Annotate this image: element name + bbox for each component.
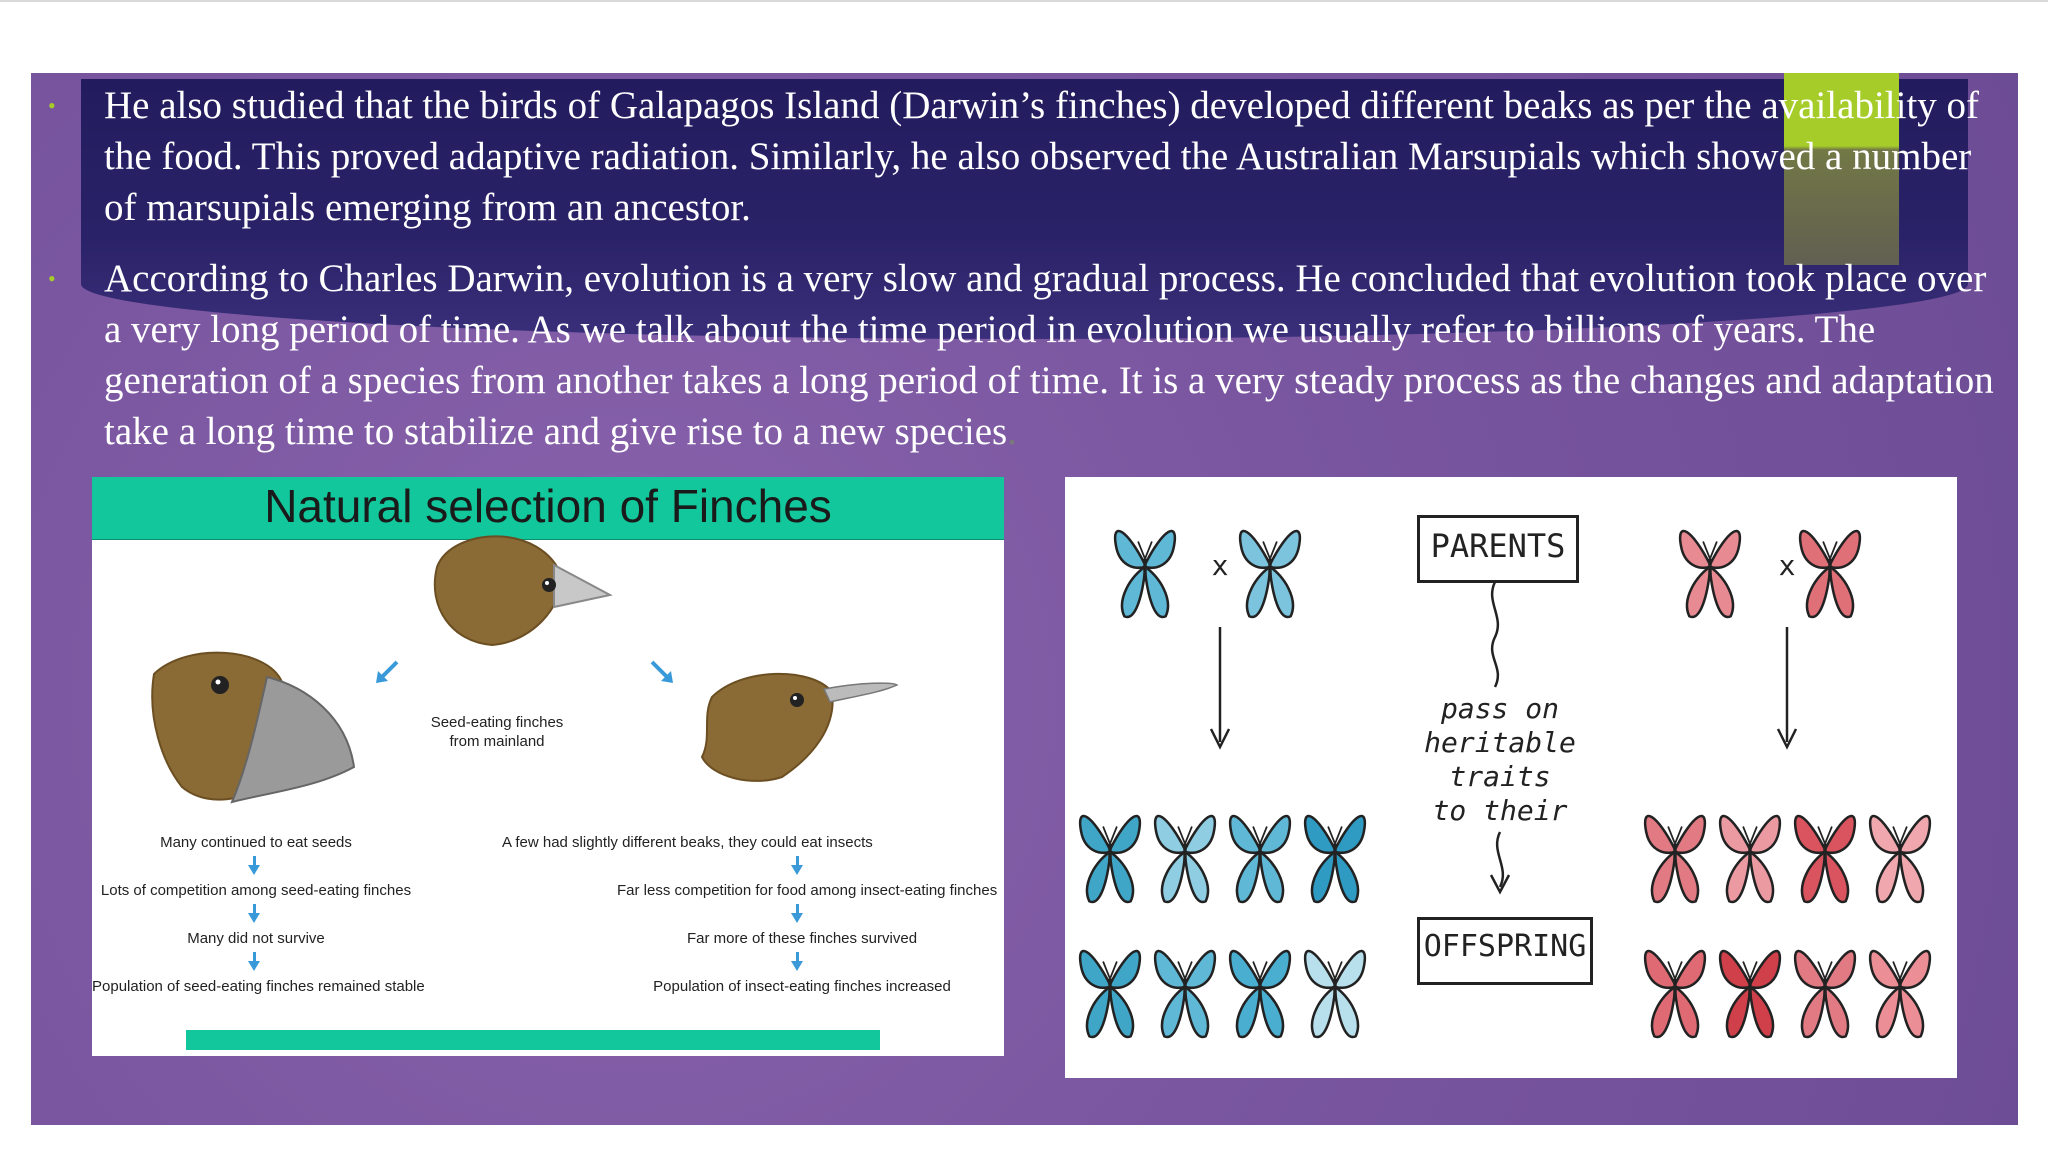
red-parent-butterfly-icon [1800, 531, 1860, 617]
red-offspring-butterfly-icon [1795, 816, 1855, 902]
down-arrow-icon [791, 913, 803, 923]
blue-offspring-butterfly-icon [1230, 816, 1290, 902]
blue-offspring-butterfly-icon [1155, 951, 1215, 1037]
blue-parent-butterfly-icon [1115, 531, 1175, 617]
blue-offspring-butterfly-icon [1230, 951, 1290, 1037]
red-offspring-butterfly-icon [1870, 816, 1930, 902]
blue-offspring-butterfly-icon [1305, 951, 1365, 1037]
left-step-4: Population of seed-eating finches remained stable [92, 978, 425, 995]
heritable-traits-note: pass on heritable traits to their [1424, 692, 1576, 827]
offspring-label: OFFSPRING [1423, 929, 1587, 964]
right-step-4: Population of insect-eating finches increased [653, 978, 951, 995]
trailing-period: . [1007, 410, 1017, 453]
top-divider [0, 0, 2048, 2]
blue-offspring-butterfly-icon [1155, 816, 1215, 902]
right-step-3: Far more of these finches survived [686, 930, 918, 947]
left-step-3: Many did not survive [187, 930, 325, 947]
down-arrow-icon [248, 913, 260, 923]
cross-symbol-blue: x [1211, 549, 1229, 582]
blue-offspring-butterfly-icon [1305, 816, 1365, 902]
red-offspring-butterfly-icon [1645, 951, 1705, 1037]
large-beak-finch-icon [152, 653, 354, 802]
left-step-2: Lots of competition among seed-eating finches [100, 882, 412, 899]
finch-illustrations [92, 477, 1004, 1056]
red-parent-butterfly-icon [1680, 531, 1740, 617]
bullet-text: He also studied that the birds of Galapagos Island (Darwin’s finches) developed different beaks as per the availability of the food. This proved adaptive radiation. Similarly, he also observed the Australian Marsupials which showed a number of marsupials emerging from an ancestor. [104, 84, 1980, 229]
thin-beak-finch-icon [702, 674, 897, 781]
red-offspring-butterfly-icon [1645, 816, 1705, 902]
right-step-2: Far less competition for food among insect-eating finches [617, 882, 998, 899]
blue-parent-butterfly-icon [1240, 531, 1300, 617]
red-offspring-butterfly-icon [1720, 816, 1780, 902]
finch-figure-footer-bar [186, 1030, 880, 1050]
diagonal-arrow-right-icon [652, 662, 673, 683]
finch-center-label: Seed-eating finches from mainland [430, 714, 564, 750]
down-arrow-blue-parents-icon [1211, 627, 1229, 747]
down-arrow-icon [791, 961, 803, 971]
down-arrow-icon [791, 865, 803, 875]
right-step-1: A few had slightly different beaks, they could eat insects [502, 834, 873, 851]
down-arrow-red-parents-icon [1778, 627, 1796, 747]
finch-figure [92, 477, 1004, 1056]
bullet-item [36, 253, 1996, 457]
finch-figure-title: Natural selection of Finches [264, 480, 832, 532]
red-offspring-butterfly-icon [1795, 951, 1855, 1037]
seed-finch-head-icon [435, 536, 610, 645]
bullet-icon: • [48, 266, 56, 291]
bullet-list [36, 80, 1996, 477]
cross-symbol-red: x [1778, 549, 1796, 582]
blue-offspring-butterfly-icon [1080, 816, 1140, 902]
red-offspring-butterfly-icon [1720, 951, 1780, 1037]
down-arrow-icon [248, 961, 260, 971]
bullet-icon: • [48, 93, 56, 118]
bullet-text: According to Charles Darwin, evolution is a very slow and gradual process. He concluded that evolution took place over a very long period of time. As we talk about the time period in evolution we usually refer to billions of years. The generation of a species from another takes a long period of time. It is a very steady process as the changes and adaptation take a long time to stabilize and give rise to a new species [104, 257, 1994, 453]
blue-offspring-butterfly-icon [1080, 951, 1140, 1037]
parents-label: PARENTS [1430, 527, 1566, 565]
down-arrow-icon [248, 865, 260, 875]
butterfly-figure [1065, 477, 1957, 1078]
left-step-1: Many continued to eat seeds [160, 834, 352, 851]
diagonal-arrow-left-icon [376, 662, 397, 683]
red-offspring-butterfly-icon [1870, 951, 1930, 1037]
bullet-item [36, 80, 1996, 233]
